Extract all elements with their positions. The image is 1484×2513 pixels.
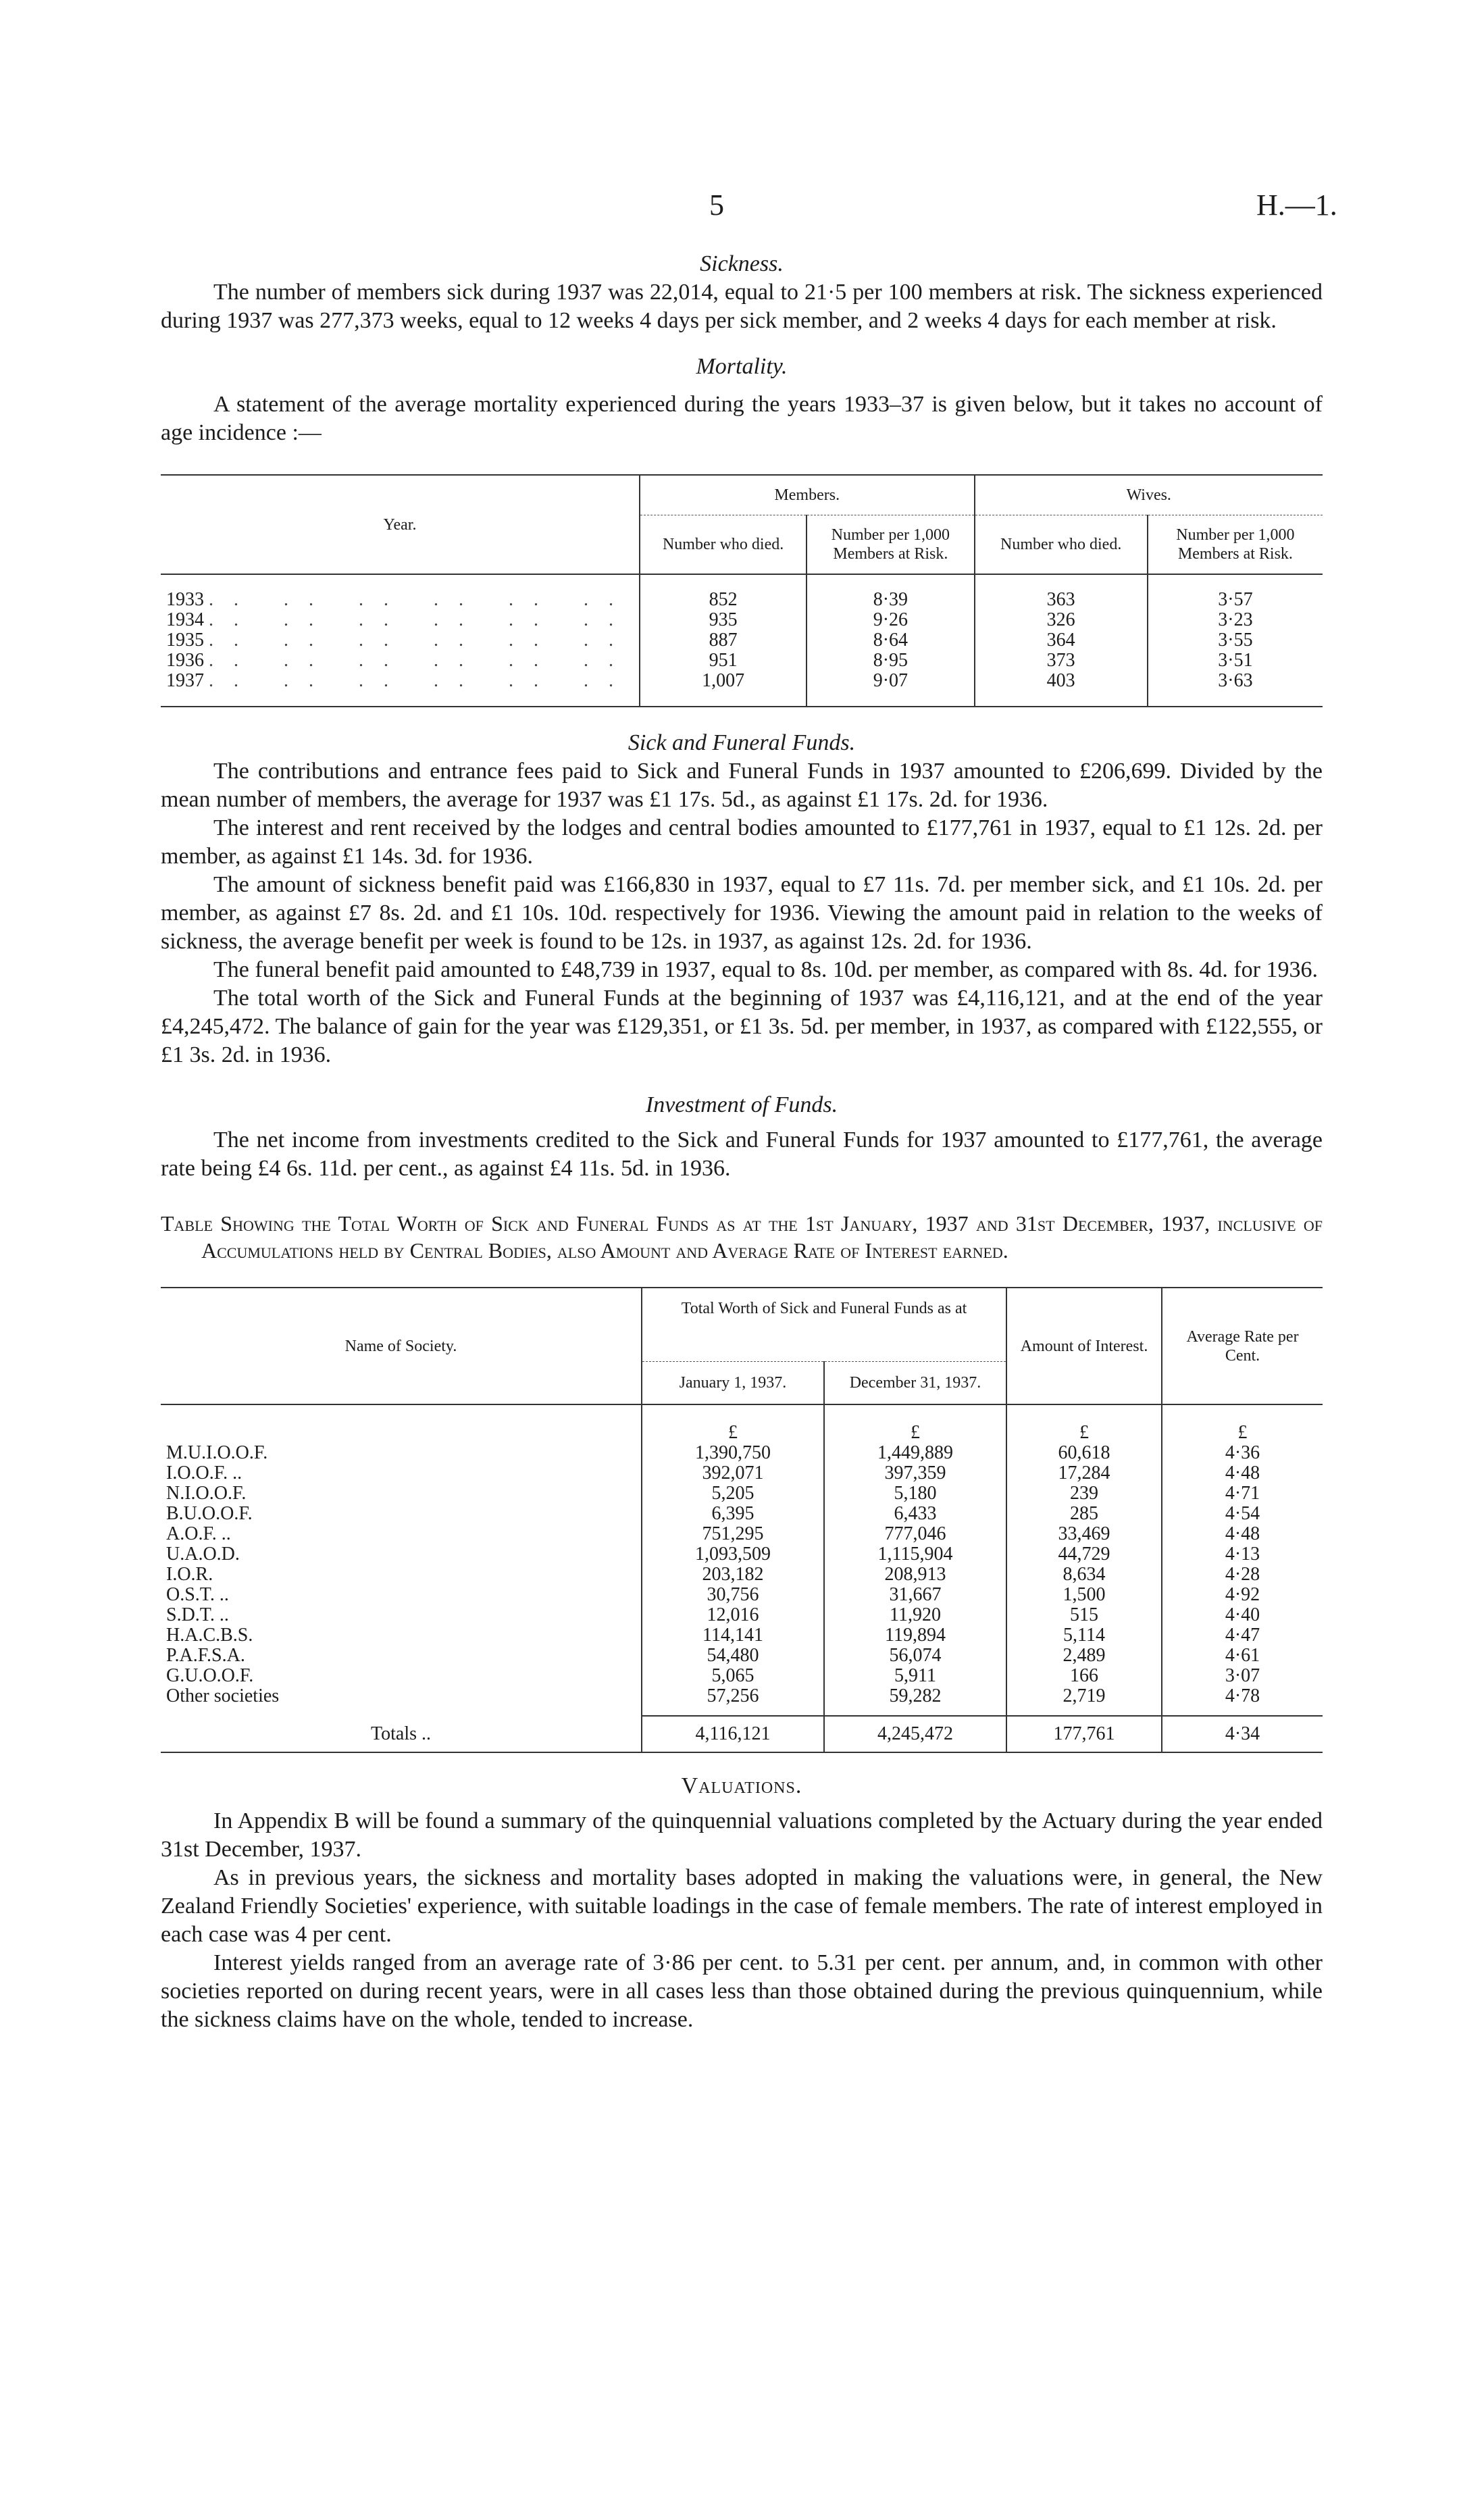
average-rate-header: Average Rate per Cent. <box>1162 1288 1323 1404</box>
society-name: U.A.O.D. <box>166 1544 240 1565</box>
january-worth-cell: 5,065 <box>642 1666 824 1686</box>
society-row <box>161 1686 1323 1706</box>
society-row <box>161 1625 1323 1646</box>
mortality-row: 1933 .. .. .. .. .. .. 852 8·39 363 3·57 <box>161 590 1323 610</box>
members-died-cell: 1,007 <box>640 671 807 691</box>
members-rate-cell: 8·39 <box>807 590 974 610</box>
wives-rate-cell: 3·63 <box>1148 671 1323 691</box>
sickness-paragraph: The number of members sick during 1937 was 22,014, equal to 21·5 per 100 members at risk. The sickness experienced during 1937 was 277,373 weeks, equal to 12 weeks 4 days per sick member, and 2 weeks 4 days for each member at risk. <box>161 280 1323 333</box>
december-worth-cell: 5,180 <box>824 1483 1006 1504</box>
interest-rate-cell: 4·71 <box>1162 1483 1323 1504</box>
society-name: Other societies <box>166 1685 280 1706</box>
interest-rate-cell: 4·13 <box>1162 1544 1323 1565</box>
january-worth-cell: 12,016 <box>642 1605 824 1625</box>
wives-rate-cell: 3·57 <box>1148 590 1323 610</box>
interest-amount-cell: 515 <box>1006 1605 1162 1625</box>
mortality-paragraph: A statement of the average mortality experienced during the years 1933–37 is given below, but it takes no account of age incidence :— <box>161 392 1323 445</box>
interest-rate-cell: 4·61 <box>1162 1646 1323 1666</box>
year-cell: 1937 <box>166 670 204 691</box>
january-worth-cell: 751,295 <box>642 1524 824 1544</box>
december-worth-cell: 397,359 <box>824 1463 1006 1483</box>
society-name: O.S.T. .. <box>166 1584 229 1605</box>
december-worth-cell: 11,920 <box>824 1605 1006 1625</box>
mortality-heading: Mortality. <box>696 354 788 379</box>
january-header: January 1, 1937. <box>642 1362 824 1405</box>
currency-row <box>161 1423 1323 1443</box>
interest-amount-cell: 33,469 <box>1006 1524 1162 1544</box>
interest-rate-cell: 4·47 <box>1162 1625 1323 1646</box>
december-header: December 31, 1937. <box>824 1362 1006 1405</box>
interest-rate-cell: 4·54 <box>1162 1504 1323 1524</box>
society-row <box>161 1443 1323 1463</box>
funds-paragraph: The total worth of the Sick and Funeral Funds at the beginning of 1937 was £4,116,121, and at the end of the year £4,245,472. The balance of gain for the year was £129,351, or £1 3s. 5d. per member, in 1937, as compared with £122,555, or £1 3s. 2d. in 1936. <box>161 986 1323 1067</box>
members-died-cell: 951 <box>640 651 807 671</box>
interest-amount-cell: 2,719 <box>1006 1686 1162 1706</box>
december-worth-cell: 31,667 <box>824 1585 1006 1605</box>
totals-amount-cell: 177,761 <box>1006 1716 1162 1752</box>
mortality-row: 1934 .. .. .. .. .. .. 935 9·26 326 3·23 <box>161 610 1323 630</box>
interest-rate-cell: 4·36 <box>1162 1443 1323 1463</box>
society-name: S.D.T. .. <box>166 1604 229 1625</box>
totals-label: Totals .. <box>370 1723 432 1744</box>
document-reference: H.—1. <box>1256 188 1337 222</box>
interest-amount-cell: 17,284 <box>1006 1463 1162 1483</box>
december-worth-cell: 777,046 <box>824 1524 1006 1544</box>
wives-rate-cell: 3·51 <box>1148 651 1323 671</box>
december-worth-cell: 6,433 <box>824 1504 1006 1524</box>
society-row <box>161 1646 1323 1666</box>
society-row <box>161 1463 1323 1483</box>
society-name: I.O.R. <box>166 1564 213 1585</box>
currency-symbol: £ <box>1006 1423 1162 1443</box>
funds-paragraph: The amount of sickness benefit paid was £166,830 in 1937, equal to £7 11s. 7d. per member sick, and £1 10s. 2d. per member, as against £7 8s. 2d. and £1 10s. 10d. respectively for 1936. Viewing the amount paid in relation to the weeks of sickness, the average benefit per week is found to be 12s. in 1937, as against 12s. 2d. for 1936. <box>161 872 1323 954</box>
funds-worth-table <box>161 1287 1323 1753</box>
members-died-cell: 887 <box>640 630 807 651</box>
page-number: 5 <box>709 188 724 222</box>
wives-died-cell: 373 <box>975 651 1148 671</box>
society-row <box>161 1605 1323 1625</box>
valuations-paragraph: Interest yields ranged from an average rate of 3·86 per cent. to 5.31 per cent. per annum, and, in common with other societies reported on during recent years, were in all cases less than those obtained during the previous quinquennium, while the sickness claims have on the whole, tended to increase. <box>161 1950 1323 2032</box>
january-worth-cell: 1,093,509 <box>642 1544 824 1565</box>
year-column-header: Year. <box>383 515 417 534</box>
interest-rate-cell: 4·40 <box>1162 1605 1323 1625</box>
members-rate-header: Number per 1,000 Members at Risk. <box>807 515 974 575</box>
interest-rate-cell: 3·07 <box>1162 1666 1323 1686</box>
january-worth-cell: 203,182 <box>642 1565 824 1585</box>
january-worth-cell: 30,756 <box>642 1585 824 1605</box>
society-name: B.U.O.O.F. <box>166 1503 253 1524</box>
investment-paragraph: The net income from investments credited to the Sick and Funeral Funds for 1937 amounted to £177,761, the average rate being £4 6s. 11d. per cent., as against £4 11s. 5d. in 1936. <box>161 1127 1323 1181</box>
society-name: G.U.O.O.F. <box>166 1665 254 1686</box>
interest-amount-cell: 8,634 <box>1006 1565 1162 1585</box>
funds-heading: Sick and Funeral Funds. <box>628 730 856 755</box>
society-row <box>161 1504 1323 1524</box>
total-worth-header: Total Worth of Sick and Funeral Funds as at <box>642 1288 1006 1362</box>
interest-amount-cell: 44,729 <box>1006 1544 1162 1565</box>
society-name: I.O.O.F. .. <box>166 1463 242 1483</box>
members-died-cell: 935 <box>640 610 807 630</box>
interest-rate-cell: 4·28 <box>1162 1565 1323 1585</box>
valuations-paragraph: As in previous years, the sickness and mortality bases adopted in making the valuations were, in general, the New Zealand Friendly Societies' experience, with suitable loadings in the case of female members. The rate of interest employed in each case was 4 per cent. <box>161 1865 1323 1947</box>
december-worth-cell: 1,449,889 <box>824 1443 1006 1463</box>
interest-amount-cell: 5,114 <box>1006 1625 1162 1646</box>
january-worth-cell: 54,480 <box>642 1646 824 1666</box>
wives-header: Wives. <box>975 475 1323 515</box>
january-worth-cell: 5,205 <box>642 1483 824 1504</box>
wives-rate-header: Number per 1,000 Members at Risk. <box>1148 515 1323 575</box>
interest-amount-cell: 166 <box>1006 1666 1162 1686</box>
valuations-heading: Valuations. <box>681 1773 802 1798</box>
january-worth-cell: 6,395 <box>642 1504 824 1524</box>
members-rate-cell: 8·95 <box>807 651 974 671</box>
interest-amount-cell: 285 <box>1006 1504 1162 1524</box>
wives-rate-cell: 3·23 <box>1148 610 1323 630</box>
totals-december-cell: 4,245,472 <box>824 1716 1006 1752</box>
totals-january-cell: 4,116,121 <box>642 1716 824 1752</box>
members-rate-cell: 8·64 <box>807 630 974 651</box>
interest-rate-cell: 4·92 <box>1162 1585 1323 1605</box>
year-cell: 1934 <box>166 609 204 630</box>
interest-rate-cell: 4·48 <box>1162 1524 1323 1544</box>
society-row <box>161 1585 1323 1605</box>
currency-symbol: £ <box>824 1423 1006 1443</box>
society-row <box>161 1544 1323 1565</box>
interest-amount-cell: 1,500 <box>1006 1585 1162 1605</box>
january-worth-cell: 57,256 <box>642 1686 824 1706</box>
page-content <box>161 250 1323 2034</box>
currency-symbol: £ <box>1162 1423 1323 1443</box>
year-cell: 1935 <box>166 630 204 651</box>
wives-died-cell: 364 <box>975 630 1148 651</box>
members-died-cell: 852 <box>640 590 807 610</box>
society-row <box>161 1483 1323 1504</box>
sickness-heading: Sickness. <box>700 251 784 276</box>
society-row <box>161 1666 1323 1686</box>
funds-paragraph: The funeral benefit paid amounted to £48,739 in 1937, equal to 8s. 10d. per member, as compared with 8s. 4d. for 1936. <box>213 957 1318 982</box>
society-name: N.I.O.O.F. <box>166 1483 247 1504</box>
members-header: Members. <box>640 475 975 515</box>
members-rate-cell: 9·26 <box>807 610 974 630</box>
members-died-header: Number who died. <box>640 515 807 575</box>
wives-rate-cell: 3·55 <box>1148 630 1323 651</box>
january-worth-cell: 1,390,750 <box>642 1443 824 1463</box>
funds-paragraph: The interest and rent received by the lodges and central bodies amounted to £177,761 in 1937, equal to £1 12s. 2d. per member, as against £1 14s. 3d. for 1936. <box>161 815 1323 869</box>
society-name: A.O.F. .. <box>166 1523 231 1544</box>
interest-amount-cell: 239 <box>1006 1483 1162 1504</box>
amount-interest-header: Amount of Interest. <box>1006 1288 1162 1404</box>
january-worth-cell: 114,141 <box>642 1625 824 1646</box>
valuations-paragraph: In Appendix B will be found a summary of the quinquennial valuations completed by the Actuary during the year ended 31st December, 1937. <box>161 1808 1323 1862</box>
interest-rate-cell: 4·48 <box>1162 1463 1323 1483</box>
society-name: P.A.F.S.A. <box>166 1645 245 1666</box>
wives-died-cell: 326 <box>975 610 1148 630</box>
mortality-table <box>161 474 1323 707</box>
year-cell: 1936 <box>166 650 204 671</box>
december-worth-cell: 208,913 <box>824 1565 1006 1585</box>
wives-died-cell: 403 <box>975 671 1148 691</box>
mortality-row: 1937 .. .. .. .. .. .. 1,007 9·07 403 3·63 <box>161 671 1323 691</box>
society-name: H.A.C.B.S. <box>166 1625 253 1646</box>
society-row <box>161 1565 1323 1585</box>
december-worth-cell: 56,074 <box>824 1646 1006 1666</box>
wives-died-header: Number who died. <box>975 515 1148 575</box>
january-worth-cell: 392,071 <box>642 1463 824 1483</box>
mortality-row: 1936 .. .. .. .. .. .. 951 8·95 373 3·51 <box>161 651 1323 671</box>
interest-amount-cell: 60,618 <box>1006 1443 1162 1463</box>
interest-rate-cell: 4·78 <box>1162 1686 1323 1706</box>
table-caption: Table Showing the Total Worth of Sick and Funeral Funds as at the 1st January, 1937 and 31st December, 1937, inclusive of Accumulations held by Central Bodies, also Amount and Average Rate of Interest earned. <box>161 1211 1323 1263</box>
mortality-row: 1935 .. .. .. .. .. .. 887 8·64 364 3·55 <box>161 630 1323 651</box>
funds-paragraph: The contributions and entrance fees paid to Sick and Funeral Funds in 1937 amounted to £206,699. Divided by the mean number of members, the average for 1937 was £1 17s. 5d., as against £1 17s. 2d. for 1936. <box>161 759 1323 812</box>
society-row <box>161 1524 1323 1544</box>
december-worth-cell: 1,115,904 <box>824 1544 1006 1565</box>
year-cell: 1933 <box>166 589 204 610</box>
currency-symbol: £ <box>642 1423 824 1443</box>
interest-amount-cell: 2,489 <box>1006 1646 1162 1666</box>
totals-rate-cell: 4·34 <box>1162 1716 1323 1752</box>
investment-heading: Investment of Funds. <box>645 1092 838 1117</box>
society-name: M.U.I.O.O.F. <box>166 1442 268 1463</box>
wives-died-cell: 363 <box>975 590 1148 610</box>
december-worth-cell: 5,911 <box>824 1666 1006 1686</box>
december-worth-cell: 119,894 <box>824 1625 1006 1646</box>
totals-row <box>161 1716 1323 1752</box>
society-column-header: Name of Society. <box>344 1337 457 1355</box>
december-worth-cell: 59,282 <box>824 1686 1006 1706</box>
members-rate-cell: 9·07 <box>807 671 974 691</box>
